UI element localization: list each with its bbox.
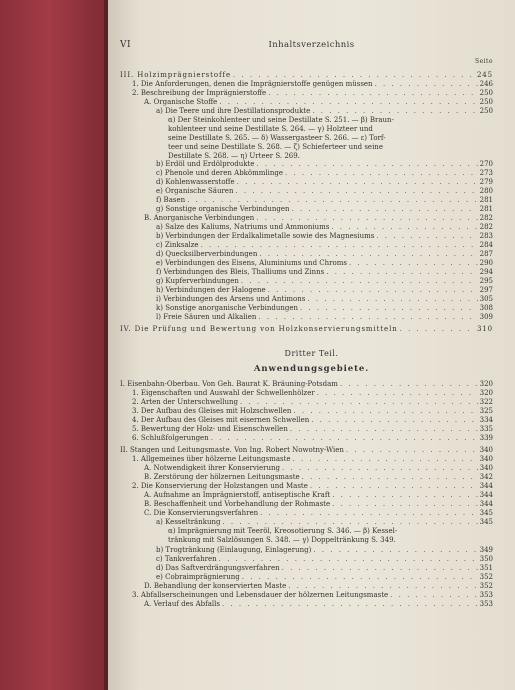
toc-entry-title: 1. Eigenschaften und Auswahl der Schwellenhölzer (132, 389, 315, 397)
toc-entry (156, 268, 493, 276)
toc-entry-page: 310 (476, 325, 493, 333)
toc-entry-page: 287 (479, 250, 493, 258)
seite-column-label: Seite (474, 58, 493, 65)
toc-entry-page: 339 (479, 434, 493, 442)
toc-entry (144, 214, 493, 222)
page-number: VI (120, 40, 132, 50)
toc-entry-page: 344 (479, 482, 493, 490)
toc-entry (120, 446, 493, 454)
toc-entry-title: g) Sonstige organische Verbindungen (156, 205, 290, 213)
leader-dots (293, 455, 478, 463)
toc-entry-title: B. Zerstörung der hölzernen Leitungsmaste (144, 473, 300, 481)
toc-entry (156, 250, 493, 258)
toc-entry-title: d) Das Saftverdrängungsverfahren (156, 564, 280, 572)
toc-entry-page: 352 (479, 582, 493, 590)
leader-dots (340, 380, 478, 388)
leader-dots (290, 425, 478, 433)
toc-entry-page: 246 (479, 80, 493, 88)
toc-entry-page: 308 (479, 304, 493, 312)
toc-entry (156, 232, 493, 240)
leader-dots (313, 546, 477, 554)
toc-entry-title: d) Kohlenwasserstoffe (156, 178, 235, 186)
toc-entry-title: c) Phenole und deren Abkömmlinge (156, 169, 284, 177)
toc-entry (144, 600, 493, 608)
leader-dots (233, 71, 475, 79)
leader-dots (288, 582, 477, 590)
toc-entry-title: c) Zinksalze (156, 241, 199, 249)
toc-entry-page: 353 (479, 600, 493, 608)
toc-entry-title: B. Beschaffenheit und Vorbehandlung der Rohmaste (144, 500, 331, 508)
toc-entry-page: 334 (479, 416, 493, 424)
leader-dots (282, 564, 478, 572)
toc-entry (132, 482, 493, 490)
toc-entry (144, 500, 493, 508)
leader-dots (317, 389, 478, 397)
toc-entry-page: 283 (479, 232, 493, 240)
leader-dots (346, 446, 478, 454)
toc-entry (132, 434, 493, 442)
running-head: Inhaltsverzeichnis (268, 40, 355, 50)
toc-subentry-line: α) Der Steinkohlenteer und seine Destillate S. 251. — β) Braun- (168, 116, 394, 124)
toc-entry (144, 491, 493, 499)
toc-entry (156, 286, 493, 294)
leader-dots (332, 491, 477, 499)
toc-entry (132, 416, 493, 424)
toc-entry-title: IV. Die Prüfung und Bewertung von Holzkonservierungsmitteln (120, 325, 398, 333)
book-cover-binding (0, 0, 108, 690)
toc-entry-page: 335 (479, 425, 493, 433)
leader-dots (332, 500, 477, 508)
toc-entry (132, 80, 493, 88)
toc-entry (144, 509, 493, 517)
toc-entry-page: 250 (479, 98, 493, 106)
toc-entry-title: 1. Die Anforderungen, denen die Imprägnierstoffe genügen müssen (132, 80, 373, 88)
toc-entry-page: 322 (479, 398, 493, 406)
toc-entry-title: 1. Allgemeines über hölzerne Leitungsmaste (132, 455, 291, 463)
toc-entry-page: 345 (479, 509, 493, 517)
leader-dots (293, 407, 477, 415)
leader-dots (326, 268, 477, 276)
toc-entry-page: 281 (479, 205, 493, 213)
toc-entry (156, 205, 493, 213)
toc-entry-page: 281 (479, 196, 493, 204)
toc-entry-page: 320 (479, 389, 493, 397)
toc-entry-page: 297 (479, 286, 493, 294)
toc-entry (144, 464, 493, 472)
leader-dots (259, 250, 477, 258)
toc-entry (156, 187, 493, 195)
leader-dots (282, 464, 478, 472)
toc-entry-page: 282 (479, 214, 493, 222)
toc-subentry-line: seine Destillate S. 265. — δ) Wassergasteer S. 266. — ε) Torf- (168, 134, 386, 142)
toc-entry-page: 340 (479, 455, 493, 463)
leader-dots (310, 482, 478, 490)
toc-entry-title: b) Trogtränkung (Einlaugung, Einlagerung) (156, 546, 312, 554)
toc-entry-title: d) Quecksilberverbindungen (156, 250, 258, 258)
leader-dots (302, 473, 478, 481)
leader-dots (285, 169, 478, 177)
toc-entry-title: f) Basen (156, 196, 186, 204)
leader-dots (260, 509, 478, 517)
leader-dots (242, 573, 478, 581)
leader-dots (256, 160, 477, 168)
toc-entry (156, 313, 493, 321)
leader-dots (258, 313, 477, 321)
toc-entry-page: 305 (479, 295, 493, 303)
toc-entry-page: 290 (479, 259, 493, 267)
toc-subentry-line: teer und seine Destillate S. 268. — ζ) Schieferteer und seine (168, 143, 383, 151)
toc-entry-page: 282 (479, 223, 493, 231)
toc-entry-title: i) Verbindungen des Arsens und Antimons (156, 295, 306, 303)
toc-entry-title: b) Erdöl und Erdölprodukte (156, 160, 255, 168)
toc-entry-title: e) Organische Säuren (156, 187, 234, 195)
toc-entry (132, 89, 493, 97)
toc-subentry-line: Destillate S. 268. — η) Urteer S. 269. (168, 152, 300, 160)
toc-entry (156, 107, 493, 115)
leader-dots (222, 518, 477, 526)
toc-entry (132, 591, 493, 599)
leader-dots (268, 286, 478, 294)
toc-entry-page: 245 (476, 71, 493, 79)
toc-entry-page: 325 (479, 407, 493, 415)
toc-entry-page: 270 (479, 160, 493, 168)
toc-entry-title: l) Freie Säuren und Alkalien (156, 313, 257, 321)
toc-entry-title: a) Die Teere und ihre Destillationsprodukte (156, 107, 311, 115)
toc-entry (144, 473, 493, 481)
toc-entry-title: h) Verbindungen der Halogene (156, 286, 266, 294)
leader-dots (219, 555, 478, 563)
toc-entry-title: a) Kesseltränkung (156, 518, 221, 526)
toc-entry-title: 3. Abfallserscheinungen und Lebensdauer der hölzernen Leitungsmaste (132, 591, 389, 599)
toc-entry (156, 518, 493, 526)
toc-entry-page: 250 (479, 89, 493, 97)
leader-dots (390, 591, 477, 599)
toc-entry (156, 169, 493, 177)
leader-dots (187, 196, 478, 204)
toc-entry-page: 352 (479, 573, 493, 581)
toc-entry-title: A. Notwendigkeit ihrer Konservierung (144, 464, 280, 472)
toc-entry (144, 98, 493, 106)
toc-entry-page: 340 (479, 464, 493, 472)
toc-entry-title: k) Sonstige anorganische Verbindungen (156, 304, 298, 312)
toc-entry-page: 294 (479, 268, 493, 276)
leader-dots (311, 416, 477, 424)
toc-entry (156, 196, 493, 204)
toc-entry-title: C. Die Konservierungsverfahren (144, 509, 259, 517)
toc-entry (156, 555, 493, 563)
toc-entry-page: 273 (479, 169, 493, 177)
leader-dots (307, 295, 477, 303)
toc-subentry-line: tränkung mit Salzlösungen S. 348. — γ) Doppeltränkung S. 349. (168, 536, 396, 544)
toc-entry-title: 6. Schlußfolgerungen (132, 434, 209, 442)
leader-dots (375, 80, 478, 88)
toc-entry (156, 259, 493, 267)
toc-entry-title: c) Tankverfahren (156, 555, 217, 563)
toc-entry-title: B. Anorganische Verbindungen (144, 214, 255, 222)
toc-entry-page: 309 (479, 313, 493, 321)
toc-entry-title: A. Organische Stoffe (144, 98, 218, 106)
toc-entry-title: g) Kupferverbindungen (156, 277, 239, 285)
toc-entry (156, 546, 493, 554)
toc-entry (156, 223, 493, 231)
toc-entry (156, 160, 493, 168)
toc-entry-title: II. Stangen und Leitungsmaste. Von Ing. Robert Nowotny-Wien (120, 446, 344, 454)
leader-dots (237, 178, 478, 186)
toc-entry-title: e) Cobraimprägnierung (156, 573, 240, 581)
toc-entry-title: 2. Arten der Unterschwellung (132, 398, 239, 406)
leader-dots (219, 98, 477, 106)
toc-entry (156, 241, 493, 249)
toc-entry (132, 389, 493, 397)
toc-subentry-line: α) Imprägnierung mit Teeröl, Kreosotierung S. 346. — β) Kessel- (168, 527, 398, 535)
toc-entry (156, 277, 493, 285)
leader-dots (300, 304, 478, 312)
toc-entry-page: 344 (479, 500, 493, 508)
toc-entry-page: 342 (479, 473, 493, 481)
leader-dots (400, 325, 475, 333)
leader-dots (312, 107, 477, 115)
toc-entry-title: III. Holzimprägnierstoffe (120, 71, 232, 79)
toc-entry-title: f) Verbindungen des Bleis, Thalliums und Zinns (156, 268, 325, 276)
toc-entry-title: A. Verlauf des Abfalls (144, 600, 220, 608)
toc-entry-page: 320 (479, 380, 493, 388)
toc-entry (132, 425, 493, 433)
toc-entry-page: 279 (479, 178, 493, 186)
toc-entry-page: 351 (479, 564, 493, 572)
toc-entry-title: 3. Der Aufbau des Gleises mit Holzschwellen (132, 407, 292, 415)
toc-entry-page: 295 (479, 277, 493, 285)
toc-entry (156, 295, 493, 303)
leader-dots (241, 277, 478, 285)
toc-entry-title: I. Eisenbahn-Oberbau. Von Geh. Baurat K. Bräuning-Potsdam (120, 380, 338, 388)
toc-entry-title: 2. Die Konservierung der Holzstangen und Maste (132, 482, 308, 490)
toc-subentry-line: kohlenteer und seine Destillate S. 264. — γ) Holzteer und (168, 125, 373, 133)
toc-entry-page: 284 (479, 241, 493, 249)
leader-dots (331, 223, 477, 231)
toc-entry (156, 178, 493, 186)
leader-dots (201, 241, 478, 249)
toc-entry (132, 398, 493, 406)
part-heading: Dritter Teil. (284, 349, 339, 358)
leader-dots (349, 259, 478, 267)
leader-dots (222, 600, 478, 608)
toc-entry-page: 350 (479, 555, 493, 563)
section-heading: Anwendungsgebiete. (253, 364, 370, 374)
toc-entry (132, 455, 493, 463)
toc-entry-page: 344 (479, 491, 493, 499)
toc-entry-title: 5. Bewertung der Holz- und Eisenschwellen (132, 425, 288, 433)
toc-entry-title: 2. Beschreibung der Imprägnierstoffe (132, 89, 267, 97)
toc-entry (120, 71, 493, 79)
leader-dots (256, 214, 477, 222)
toc-entry-page: 353 (479, 591, 493, 599)
toc-entry-title: A. Aufnahme an Imprägnierstoff, antiseptische Kraft (144, 491, 331, 499)
toc-entry (120, 325, 493, 333)
leader-dots (235, 187, 477, 195)
toc-entry (132, 407, 493, 415)
toc-entry (120, 380, 493, 388)
leader-dots (376, 232, 477, 240)
toc-entry (156, 564, 493, 572)
book-page (108, 0, 515, 690)
toc-entry-title: D. Behandlung der konservierten Maste (144, 582, 287, 590)
toc-entry-title: e) Verbindungen des Eisens, Aluminiums und Chroms (156, 259, 347, 267)
leader-dots (292, 205, 478, 213)
leader-dots (268, 89, 477, 97)
leader-dots (240, 398, 478, 406)
toc-entry (156, 573, 493, 581)
toc-entry-page: 340 (479, 446, 493, 454)
toc-entry-page: 250 (479, 107, 493, 115)
toc-entry (144, 582, 493, 590)
toc-entry-title: a) Salze des Kaliums, Natriums und Ammoniums (156, 223, 330, 231)
toc-entry-title: b) Verbindungen der Erdalkalimetalle sowie des Magnesiums (156, 232, 375, 240)
toc-entry-title: 4. Der Aufbau des Gleises mit eisernen Schwellen (132, 416, 310, 424)
toc-entry-page: 349 (479, 546, 493, 554)
toc-entry-page: 345 (479, 518, 493, 526)
toc-entry-page: 280 (479, 187, 493, 195)
leader-dots (211, 434, 478, 442)
toc-entry (156, 304, 493, 312)
